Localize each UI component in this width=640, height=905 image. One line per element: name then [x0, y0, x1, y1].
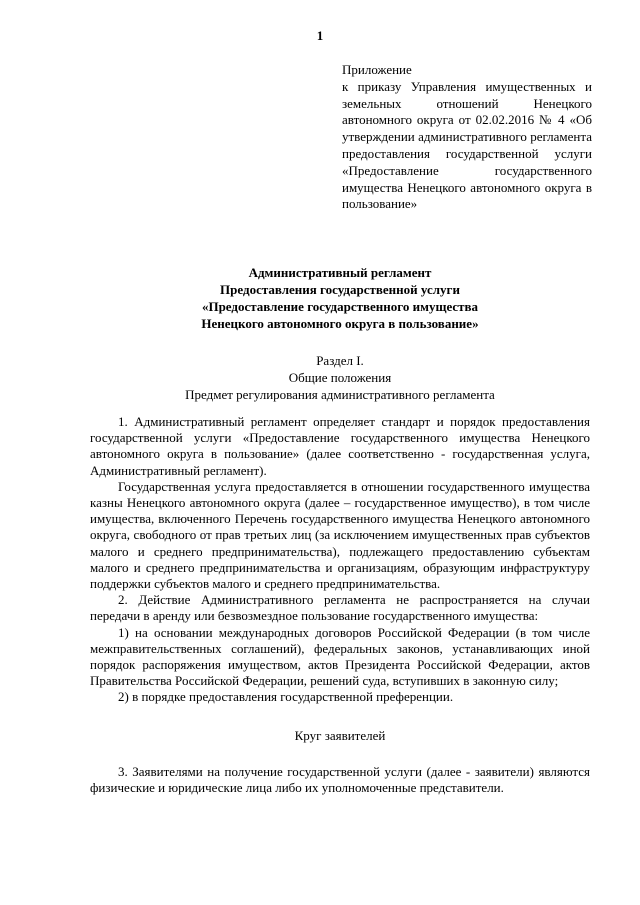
body-text	[90, 414, 590, 796]
applicants-heading: Круг заявителей	[294, 727, 386, 743]
title-line-2: Предоставления государственной услуги	[220, 282, 460, 297]
section-number: Раздел I.	[316, 353, 364, 368]
section-subject: Предмет регулирования административного регламента	[185, 387, 495, 402]
appendix-reference: к приказу Управления имущественных и земельных отношений Ненецкого автономного округа от 02.02.2016 № 4 «Об утверждении административного регламента предоставления государственной услуги «Предоставление государственного имущества Ненецкого автономного округа в пользование»	[342, 78, 592, 212]
paragraph-4: 1) на основании международных договоров Российской Федерации (в том числе межправительственных соглашений), федеральных законов, устанавливающих иной порядок распоряжения имуществом, актов Президента Российской Федерации, актов Правительства Российской Федерации, решений суда, вступивших в законную силу;	[90, 624, 590, 689]
section-name: Общие положения	[288, 370, 392, 385]
paragraph-2: Государственная услуга предоставляется в отношении государственного имущества казны Ненецкого автономного округа (далее – государственное имущество), в том числе имущества, включенного Перечень государственного имущества Ненецкого автономного округа, свободного от прав третьих лиц (за исключением имущественных прав субъектов малого и среднего предпринимательства), подлежащего предоставлению субъектам малого и среднего предпринимательства и организациям, образующим инфраструктуру поддержки субъектов малого и среднего предпринимательства.	[90, 478, 590, 592]
appendix-title: Приложение	[342, 62, 412, 77]
paragraph-6: 3. Заявителями на получение государственной услуги (далее - заявители) являются физические и юридические лица либо их уполномоченные представители.	[90, 763, 590, 796]
paragraph-1: 1. Административный регламент определяет стандарт и порядок предоставления государственной услуги «Предоставление государственного имущества Ненецкого автономного округа в пользование» (далее соответственно - государственная услуга, Административный регламент).	[90, 414, 590, 478]
paragraph-5: 2) в порядке предоставления государственной преференции.	[118, 689, 454, 705]
page-number: 1	[316, 28, 324, 43]
title-line-1: Административный регламент	[248, 265, 432, 280]
document-title	[90, 264, 590, 332]
appendix-block	[342, 62, 592, 213]
title-line-3: «Предоставление государственного имущества	[201, 299, 479, 314]
paragraph-3: 2. Действие Административного регламента не распространяется на случаи передачи в аренду или безвозмездное пользование государственного имущества:	[90, 592, 590, 624]
title-line-4: Ненецкого автономного округа в пользование»	[201, 316, 479, 331]
section-heading	[90, 352, 590, 403]
